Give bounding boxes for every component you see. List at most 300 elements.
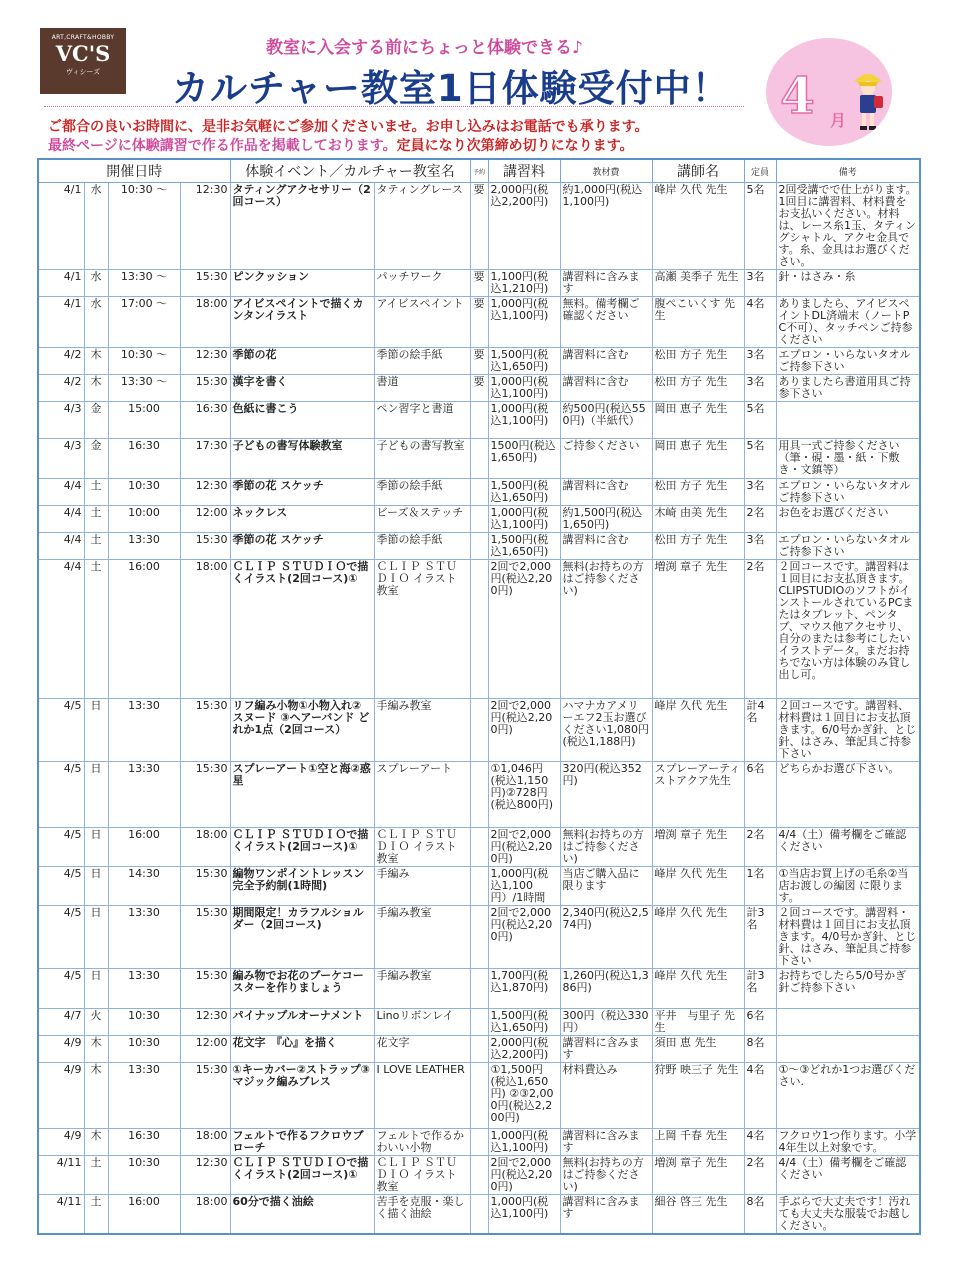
- cell-event: フェルトで作るフクロウブローチ: [230, 1129, 374, 1156]
- table-row: [38, 560, 920, 699]
- cell-class: I LOVE LEATHER: [374, 1063, 470, 1129]
- logo-name: VC'S: [55, 41, 111, 66]
- cell-start-time: 16:00: [108, 828, 180, 867]
- logo-tagline: ART,CRAFT&HOBBY: [51, 34, 115, 41]
- cell-teacher: 増渕 章子 先生: [652, 560, 744, 699]
- cell-event: ネックレス: [230, 506, 374, 533]
- cell-material: ハマナカアメリーエフ2玉お選びください1,080円(税込1,188円): [560, 699, 652, 762]
- cell-reservation: [470, 479, 488, 506]
- cell-reservation: 要: [470, 348, 488, 375]
- cell-capacity: 計3名: [744, 969, 776, 1009]
- cell-capacity: 6名: [744, 762, 776, 828]
- cell-event: 60分で描く油絵: [230, 1195, 374, 1235]
- cell-notes: エプロン・いらないタオルご持参下さい: [776, 348, 920, 375]
- cell-reservation: [470, 762, 488, 828]
- cell-weekday: 土: [84, 479, 108, 506]
- cell-date: 4/11: [38, 1156, 84, 1195]
- table-row: [38, 1063, 920, 1129]
- cell-event: リフ編み小物①小物入れ②スヌード ③ヘアーバンド どれか1点（2回コース）: [230, 699, 374, 762]
- schedule-table: [37, 158, 921, 1235]
- month-number: 4: [780, 66, 815, 125]
- cell-date: 4/4: [38, 533, 84, 560]
- cell-capacity: 3名: [744, 348, 776, 375]
- cell-material: 講習料に含む: [560, 375, 652, 402]
- header-material: 教材費: [560, 159, 652, 183]
- title-divider: [44, 106, 744, 107]
- cell-start-time: 15:00: [108, 402, 180, 439]
- cell-class: 季節の絵手紙: [374, 479, 470, 506]
- cell-class: スプレーアート: [374, 762, 470, 828]
- cell-teacher: 松田 方子 先生: [652, 479, 744, 506]
- cell-fee: 1,000円(税込1,100円): [488, 1195, 560, 1235]
- notice-line-1: ご都合の良いお時間に、是非お気軽にご参加くださいませ。お申し込みはお電話でも承ります。: [48, 119, 649, 135]
- cell-weekday: 日: [84, 867, 108, 906]
- cell-notes: 針・はさみ・糸: [776, 270, 920, 297]
- cell-class: 手編み教室: [374, 699, 470, 762]
- cell-event: 花文字 『心』を描く: [230, 1036, 374, 1063]
- cell-teacher: 松田 方子 先生: [652, 533, 744, 560]
- cell-reservation: [470, 867, 488, 906]
- cell-teacher: スプレーアーティストアクア先生: [652, 762, 744, 828]
- cell-end-time: 12:30: [180, 1009, 230, 1036]
- cell-teacher: 木崎 由美 先生: [652, 506, 744, 533]
- cell-start-time: 14:30: [108, 867, 180, 906]
- header-datetime: 開催日時: [38, 159, 230, 183]
- cell-date: 4/5: [38, 828, 84, 867]
- cell-weekday: 木: [84, 348, 108, 375]
- cell-capacity: 2名: [744, 1156, 776, 1195]
- table-row: [38, 439, 920, 479]
- cell-weekday: 日: [84, 969, 108, 1009]
- cell-class: 手編み教室: [374, 969, 470, 1009]
- cell-start-time: 10:30: [108, 1036, 180, 1063]
- cell-notes: [776, 402, 920, 439]
- cell-weekday: 木: [84, 375, 108, 402]
- cell-start-time: 17:00 ～: [108, 297, 180, 348]
- cell-start-time: 13:30 ～: [108, 270, 180, 297]
- cell-date: 4/3: [38, 402, 84, 439]
- cell-start-time: 13:30 ～: [108, 375, 180, 402]
- cell-end-time: 18:00: [180, 1195, 230, 1235]
- cell-notes: エプロン・いらないタオルご持参下さい: [776, 533, 920, 560]
- header-reservation: 予約: [470, 159, 488, 183]
- cell-date: 4/9: [38, 1129, 84, 1156]
- cell-material: 無料(お持ちの方はご持参ください): [560, 828, 652, 867]
- cell-end-time: 15:30: [180, 762, 230, 828]
- cell-start-time: 13:30: [108, 762, 180, 828]
- cell-capacity: 3名: [744, 479, 776, 506]
- cell-notes: ありましたら、アイビスペイントDL済端末（ノートPC不可）、タッチペンご持参ください: [776, 297, 920, 348]
- cell-date: 4/9: [38, 1036, 84, 1063]
- cell-material: 講習料に含みます: [560, 1129, 652, 1156]
- cell-event: ＣＬＩＰ ＳＴＵＤＩＯで描くイラスト(2回コース)①: [230, 1156, 374, 1195]
- cell-notes: 4/4（土）備考欄をご確認ください: [776, 1156, 920, 1195]
- cell-event: 漢字を書く: [230, 375, 374, 402]
- header-fee: 講習料: [488, 159, 560, 183]
- cell-date: 4/11: [38, 1195, 84, 1235]
- cell-start-time: 16:00: [108, 1195, 180, 1235]
- cell-class: 手編み教室: [374, 906, 470, 969]
- cell-date: 4/1: [38, 270, 84, 297]
- cell-date: 4/3: [38, 439, 84, 479]
- cell-material: ご持参ください: [560, 439, 652, 479]
- cell-date: 4/2: [38, 375, 84, 402]
- cell-fee: ①1,046円(税込1,150円)②728円(税込800円): [488, 762, 560, 828]
- cell-fee: 1,100円(税込1,210円): [488, 270, 560, 297]
- cell-class: 手編み: [374, 867, 470, 906]
- month-badge: [766, 38, 892, 146]
- header-teacher: 講師名: [652, 159, 744, 183]
- cell-material: 約500円(税込550円)（半紙代）: [560, 402, 652, 439]
- cell-weekday: 火: [84, 1009, 108, 1036]
- cell-teacher: 増渕 章子 先生: [652, 1156, 744, 1195]
- table-row: [38, 867, 920, 906]
- cell-class: Linoリボンレイ: [374, 1009, 470, 1036]
- cell-event: 子どもの書写体験教室: [230, 439, 374, 479]
- cell-fee: 1,500円(税込1,650円): [488, 479, 560, 506]
- page-title: カルチャー教室1日体験受付中！: [172, 67, 730, 110]
- cell-capacity: 3名: [744, 533, 776, 560]
- cell-event: ①キーカバー②ストラップ③マジック編みブレス: [230, 1063, 374, 1129]
- cell-fee: 1,000円(税込1,100円): [488, 375, 560, 402]
- cell-fee: 2回で2,000円(税込2,200円): [488, 699, 560, 762]
- cell-weekday: 水: [84, 183, 108, 270]
- cell-material: 320円(税込352円): [560, 762, 652, 828]
- cell-material: 300円（税込330円）: [560, 1009, 652, 1036]
- cell-material: 無料。備考欄ご確認ください: [560, 297, 652, 348]
- cell-event: ＣＬＩＰ ＳＴＵＤＩＯで描くイラスト(2回コース)①: [230, 560, 374, 699]
- cell-fee: 1,700円(税込1,870円): [488, 969, 560, 1009]
- cell-material: 講習料に含む: [560, 533, 652, 560]
- cell-end-time: 18:00: [180, 828, 230, 867]
- cell-event: 編物ワンポイントレッスン 完全予約制(1時間): [230, 867, 374, 906]
- logo-kana: ヴィシーズ: [65, 68, 101, 76]
- cell-end-time: 12:30: [180, 1156, 230, 1195]
- cell-capacity: 計3名: [744, 906, 776, 969]
- cell-end-time: 15:30: [180, 533, 230, 560]
- cell-weekday: 日: [84, 828, 108, 867]
- cell-class: 書道: [374, 375, 470, 402]
- cell-class: アイビスペイント: [374, 297, 470, 348]
- cell-teacher: 峰岸 久代 先生: [652, 699, 744, 762]
- cell-reservation: [470, 1129, 488, 1156]
- cell-weekday: 日: [84, 762, 108, 828]
- cell-end-time: 15:30: [180, 699, 230, 762]
- cell-teacher: 高瀬 美季子 先生: [652, 270, 744, 297]
- table-row: [38, 699, 920, 762]
- table-body: [38, 183, 920, 1235]
- cell-weekday: 木: [84, 1129, 108, 1156]
- table-row: [38, 969, 920, 1009]
- cell-event: 色紙に書こう: [230, 402, 374, 439]
- cell-teacher: 腹ぺこいくす 先生: [652, 297, 744, 348]
- cell-fee: 1,000円(税込1,100円）/1時間: [488, 867, 560, 906]
- cell-weekday: 木: [84, 1063, 108, 1129]
- cell-teacher: 峰岸 久代 先生: [652, 183, 744, 270]
- table-row: [38, 1009, 920, 1036]
- cell-weekday: 木: [84, 1036, 108, 1063]
- cell-capacity: 4名: [744, 297, 776, 348]
- schoolchild-icon: [850, 68, 886, 134]
- table-row: [38, 506, 920, 533]
- cell-weekday: 水: [84, 297, 108, 348]
- table-row: [38, 1195, 920, 1235]
- cell-capacity: 2名: [744, 828, 776, 867]
- notice-capacity: 定員になり次第締め切りになります。: [396, 138, 634, 154]
- cell-weekday: 金: [84, 402, 108, 439]
- cell-start-time: 10:00: [108, 506, 180, 533]
- cell-fee: 1,000円(税込1,100円): [488, 1129, 560, 1156]
- cell-end-time: 15:30: [180, 270, 230, 297]
- header-notes: 備考: [776, 159, 920, 183]
- cell-event: 期間限定！カラフルショルダー（2回コース): [230, 906, 374, 969]
- cell-event: 季節の花 スケッチ: [230, 533, 374, 560]
- schedule-table-wrap: [37, 158, 919, 1235]
- cell-event: ＣＬＩＰ ＳＴＵＤＩＯで描くイラスト(2回コース)①: [230, 828, 374, 867]
- cell-weekday: 土: [84, 560, 108, 699]
- cell-weekday: 日: [84, 906, 108, 969]
- cell-notes: 手ぶらで大丈夫です！汚れても大丈夫な服装でお越しください。: [776, 1195, 920, 1235]
- cell-weekday: 金: [84, 439, 108, 479]
- cell-class: ＣＬＩＰ ＳＴＵＤＩＯ イラスト教室: [374, 828, 470, 867]
- table-row: [38, 762, 920, 828]
- cell-end-time: 18:00: [180, 560, 230, 699]
- cell-event: パイナップルオーナメント: [230, 1009, 374, 1036]
- cell-material: 講習料に含みます: [560, 1195, 652, 1235]
- cell-date: 4/4: [38, 560, 84, 699]
- table-row: [38, 270, 920, 297]
- cell-fee: 1500円(税込1,650円): [488, 439, 560, 479]
- cell-start-time: 16:30: [108, 439, 180, 479]
- cell-event: タティングアクセサリー（2回コース）: [230, 183, 374, 270]
- cell-date: 4/2: [38, 348, 84, 375]
- cell-material: 講習料に含みます: [560, 270, 652, 297]
- cell-material: 2,340円(税込2,574円): [560, 906, 652, 969]
- cell-capacity: 5名: [744, 402, 776, 439]
- cell-end-time: 15:30: [180, 906, 230, 969]
- cell-class: 花文字: [374, 1036, 470, 1063]
- cell-reservation: [470, 560, 488, 699]
- cell-fee: 1,500円(税込1,650円): [488, 1009, 560, 1036]
- cell-class: 苦手を克服・楽しく描く油絵: [374, 1195, 470, 1235]
- cell-reservation: [470, 402, 488, 439]
- cell-material: 無料(お持ちの方はご持参ください): [560, 560, 652, 699]
- table-row: [38, 1036, 920, 1063]
- cell-notes: ２回コースです。講習料、材料費は１回目にお支払頂きます。6/0号かぎ針、とじ針、はさみ、筆記具ご持参下さい: [776, 699, 920, 762]
- cell-notes: お持ちでしたら5/0号かぎ針ご持参下さい: [776, 969, 920, 1009]
- cell-teacher: 峰岸 久代 先生: [652, 906, 744, 969]
- cell-teacher: 細谷 啓三 先生: [652, 1195, 744, 1235]
- cell-reservation: 要: [470, 183, 488, 270]
- cell-event: ピンクッション: [230, 270, 374, 297]
- cell-capacity: 2名: [744, 560, 776, 699]
- cell-reservation: [470, 506, 488, 533]
- cell-reservation: [470, 1036, 488, 1063]
- cell-end-time: 15:30: [180, 867, 230, 906]
- cell-end-time: 15:30: [180, 375, 230, 402]
- subtitle: 教室に入会する前にちょっと体験できる♪: [266, 38, 583, 58]
- cell-material: 約1,500円(税込1,650円): [560, 506, 652, 533]
- cell-notes: 2回受講でで仕上がります。1回目に講習料、材料費をお支払いください。材料は、レース糸1玉、タティングシャトル、アクセ金具です。糸、金具はお選びください。: [776, 183, 920, 270]
- cell-capacity: 1名: [744, 867, 776, 906]
- cell-class: フェルトで作るかわいい小物: [374, 1129, 470, 1156]
- table-row: [38, 906, 920, 969]
- cell-notes: 4/4（土）備考欄をご確認ください: [776, 828, 920, 867]
- cell-date: 4/1: [38, 297, 84, 348]
- cell-end-time: 12:00: [180, 1036, 230, 1063]
- cell-end-time: 12:00: [180, 506, 230, 533]
- cell-event: スプレーアート①空と海②惑星: [230, 762, 374, 828]
- cell-notes: どちらかお選び下さい。: [776, 762, 920, 828]
- cell-fee: 2回で2,000円(税込2,200円): [488, 1156, 560, 1195]
- cell-teacher: 松田 方子 先生: [652, 375, 744, 402]
- cell-fee: 1,000円(税込1,100円): [488, 506, 560, 533]
- table-row: [38, 183, 920, 270]
- cell-weekday: 土: [84, 1156, 108, 1195]
- cell-fee: 2回で2,000円(税込2,200円): [488, 560, 560, 699]
- cell-teacher: 増渕 章子 先生: [652, 828, 744, 867]
- cell-end-time: 15:30: [180, 1063, 230, 1129]
- cell-reservation: [470, 699, 488, 762]
- cell-class: ペン習字と書道: [374, 402, 470, 439]
- cell-notes: [776, 1036, 920, 1063]
- cell-start-time: 13:30: [108, 906, 180, 969]
- cell-event: 季節の花 スケッチ: [230, 479, 374, 506]
- cell-class: パッチワーク: [374, 270, 470, 297]
- cell-event: 編み物でお花のブーケコースターを作りましょう: [230, 969, 374, 1009]
- cell-reservation: [470, 906, 488, 969]
- cell-fee: ①1,500円(税込1,650円) ②③2,000円(税込2,200円): [488, 1063, 560, 1129]
- cell-reservation: [470, 1156, 488, 1195]
- cell-notes: ①～③どれか1つお選びください.: [776, 1063, 920, 1129]
- month-unit: 月: [830, 111, 847, 130]
- cell-reservation: [470, 969, 488, 1009]
- table-row: [38, 1129, 920, 1156]
- cell-notes: ２回コースです。講習料は１回目にお支払頂きます。CLIPSTUDIOのソフトがインストールされているPCまたはタブレット、ペンタブ、マウス他アクセサリ、自分のまたは参考にしたいイラストデータ。まだお持ちでない方は体験のみ貸し出し可。: [776, 560, 920, 699]
- cell-start-time: 13:30: [108, 533, 180, 560]
- cell-teacher: 岡田 恵子 先生: [652, 439, 744, 479]
- cell-date: 4/5: [38, 906, 84, 969]
- notice-line-2: [48, 135, 634, 155]
- cell-date: 4/5: [38, 762, 84, 828]
- cell-date: 4/1: [38, 183, 84, 270]
- cell-fee: 2,000円(税込2,200円): [488, 183, 560, 270]
- cell-start-time: 16:00: [108, 560, 180, 699]
- cell-notes: ①当店お買上げの毛糸②当店お渡しの編図 に限ります。: [776, 867, 920, 906]
- cell-material: 材料費込み: [560, 1063, 652, 1129]
- cell-capacity: 計4名: [744, 699, 776, 762]
- cell-capacity: 2名: [744, 506, 776, 533]
- cell-weekday: 日: [84, 699, 108, 762]
- cell-material: 講習料に含む: [560, 479, 652, 506]
- cell-teacher: 峰岸 久代 先生: [652, 867, 744, 906]
- header-capacity: 定員: [744, 159, 776, 183]
- cell-date: 4/5: [38, 969, 84, 1009]
- cell-class: 季節の絵手紙: [374, 533, 470, 560]
- cell-end-time: 18:00: [180, 1129, 230, 1156]
- cell-material: 無料(お持ちの方はご持参ください): [560, 1156, 652, 1195]
- table-row: [38, 533, 920, 560]
- cell-fee: 2回で2,000円(税込2,200円): [488, 828, 560, 867]
- cell-date: 4/4: [38, 479, 84, 506]
- cell-end-time: 18:00: [180, 297, 230, 348]
- cell-reservation: [470, 1195, 488, 1235]
- cell-notes: ２回コースです。講習料・材料費は１回目にお支払頂きます。4/0号かぎ針、とじ針、はさみ、筆記具ご持参下さい: [776, 906, 920, 969]
- cell-notes: フクロウ1つ作ります。小学4年生以上対象です。: [776, 1129, 920, 1156]
- cell-capacity: 8名: [744, 1195, 776, 1235]
- table-row: [38, 1156, 920, 1195]
- cell-teacher: 上岡 千春 先生: [652, 1129, 744, 1156]
- cell-capacity: 8名: [744, 1036, 776, 1063]
- table-row: [38, 375, 920, 402]
- cell-notes: 用具一式ご持参ください（筆・硯・墨・紙・下敷き・文鎮等）: [776, 439, 920, 479]
- cell-capacity: 4名: [744, 1129, 776, 1156]
- cell-start-time: 10:30: [108, 1009, 180, 1036]
- cell-reservation: [470, 1063, 488, 1129]
- cell-capacity: 6名: [744, 1009, 776, 1036]
- cell-reservation: [470, 1009, 488, 1036]
- cell-date: 4/4: [38, 506, 84, 533]
- cell-reservation: 要: [470, 270, 488, 297]
- cell-start-time: 16:30: [108, 1129, 180, 1156]
- cell-end-time: 17:30: [180, 439, 230, 479]
- cell-notes: ありましたら書道用具ご持参下さい: [776, 375, 920, 402]
- cell-start-time: 13:30: [108, 1063, 180, 1129]
- cell-capacity: 5名: [744, 183, 776, 270]
- cell-material: 約1,000円(税込1,100円): [560, 183, 652, 270]
- cell-weekday: 土: [84, 533, 108, 560]
- cell-reservation: 要: [470, 297, 488, 348]
- cell-date: 4/7: [38, 1009, 84, 1036]
- cell-start-time: 13:30: [108, 969, 180, 1009]
- cell-end-time: 12:30: [180, 183, 230, 270]
- cell-material: 講習料に含みます: [560, 1036, 652, 1063]
- cell-notes: エプロン・いらないタオルご持参下さい: [776, 479, 920, 506]
- cell-reservation: 要: [470, 375, 488, 402]
- cell-fee: 1,500円(税込1,650円): [488, 348, 560, 375]
- cell-notes: [776, 1009, 920, 1036]
- table-header-row: [38, 159, 920, 183]
- cell-end-time: 15:30: [180, 969, 230, 1009]
- cell-fee: 1,000円(税込1,100円): [488, 402, 560, 439]
- cell-material: 当店ご購入品に限ります: [560, 867, 652, 906]
- cell-start-time: 10:30: [108, 1156, 180, 1195]
- cell-teacher: 平井 与里子 先生: [652, 1009, 744, 1036]
- cell-event: アイビスペイントで描くカンタンイラスト: [230, 297, 374, 348]
- table-row: [38, 297, 920, 348]
- cell-class: 季節の絵手紙: [374, 348, 470, 375]
- cell-class: ビーズ＆ステッチ: [374, 506, 470, 533]
- cell-material: 講習料に含む: [560, 348, 652, 375]
- cell-capacity: 3名: [744, 270, 776, 297]
- cell-reservation: [470, 533, 488, 560]
- cell-fee: 1,500円(税込1,650円): [488, 533, 560, 560]
- cell-fee: 2,000円(税込2,200円): [488, 1036, 560, 1063]
- cell-fee: 2回で2,000円(税込2,200円): [488, 906, 560, 969]
- cell-end-time: 12:30: [180, 348, 230, 375]
- header-event: 体験イベント／カルチャー教室名: [230, 159, 470, 183]
- cell-start-time: 10:30: [108, 479, 180, 506]
- cell-class: タティングレース: [374, 183, 470, 270]
- cell-date: 4/5: [38, 867, 84, 906]
- cell-capacity: 5名: [744, 439, 776, 479]
- cell-teacher: 須田 恵 先生: [652, 1036, 744, 1063]
- cell-teacher: 峰岸 久代 先生: [652, 969, 744, 1009]
- table-row: [38, 479, 920, 506]
- cell-teacher: 松田 方子 先生: [652, 348, 744, 375]
- cell-fee: 1,000円(税込1,100円): [488, 297, 560, 348]
- cell-reservation: [470, 439, 488, 479]
